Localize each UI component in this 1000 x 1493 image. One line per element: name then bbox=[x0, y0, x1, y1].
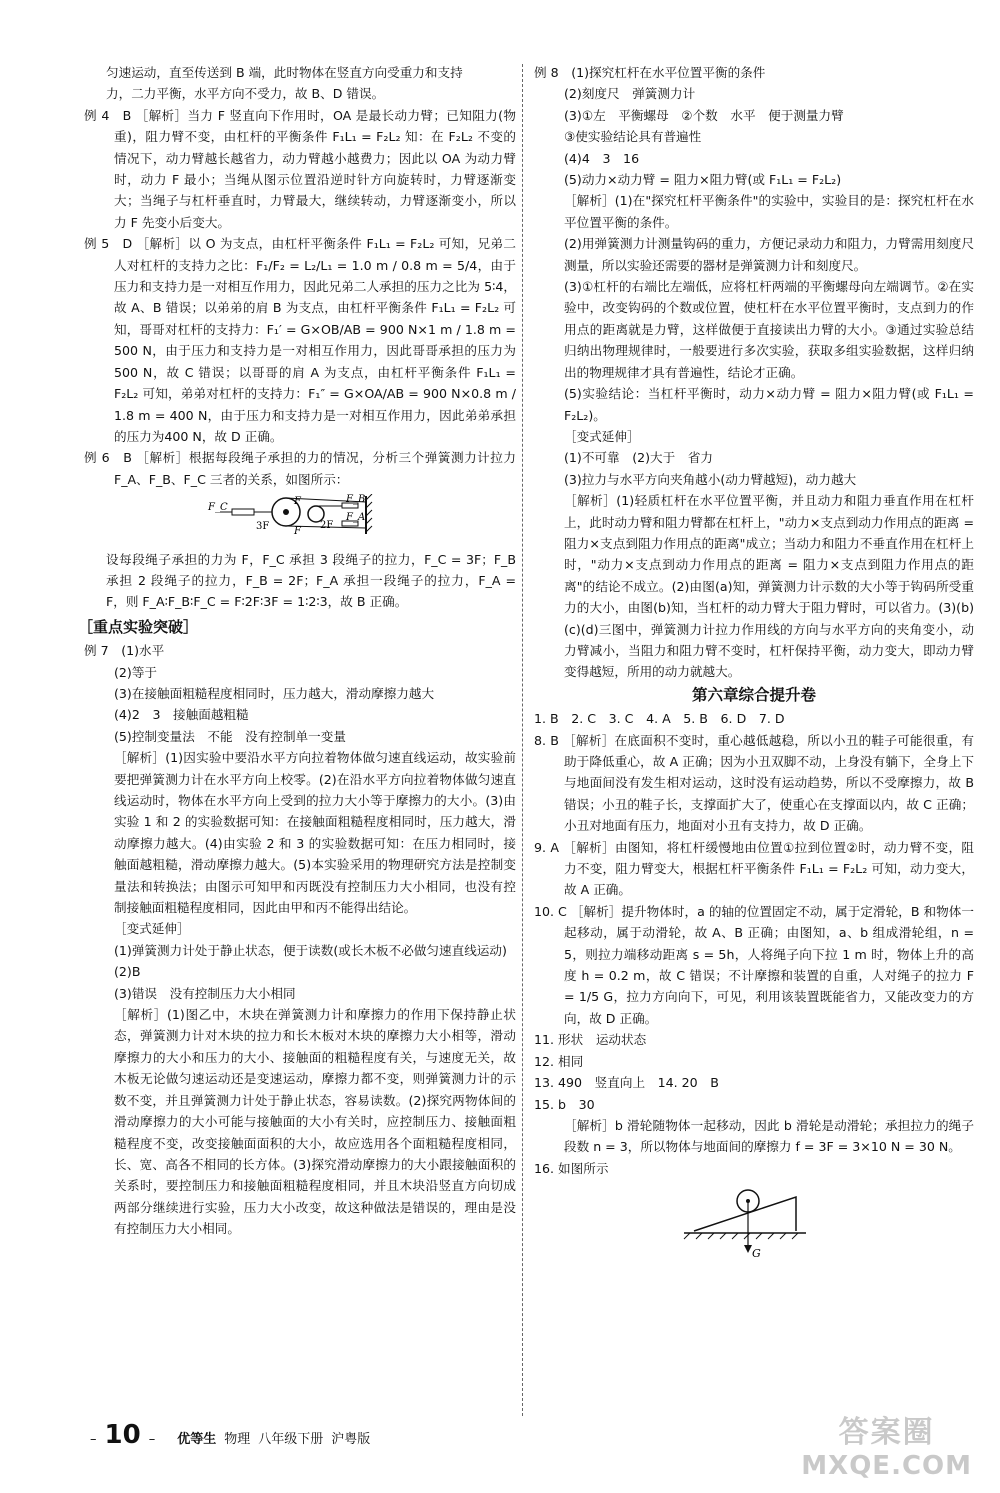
answer-text: 匀速运动，直至传送到 B 端，此时物体在竖直方向受重力和支持 bbox=[106, 65, 463, 80]
answer-text: ［解析］(1)因实验中要沿水平方向拉着物体做匀速直线运动，故实验前要把弹簧测力计在水平方向上校零。(2)在沿水平方向拉着物体做匀速直线运动时，物体在水平方向上受到的拉力大小等于摩擦力的大小。(3)由实验 1 和 2 的实验数据可知：在接触面粗糙程度相同时，压力越大，滑动摩擦力越大。(4)由实验 2 和 3 的实验数据可知：在压力相同时，接触面越粗糙，滑动摩擦力越大。(5)本实验采用的物理研究方法是控制变量法和转换法；由图示可知甲和丙既没有控制压力大小相同，也没有控制接触面粗糙程度相同，因此由甲和丙不能得出结论。 bbox=[114, 750, 516, 916]
page-footer bbox=[90, 1420, 370, 1450]
footer-dash-right: – bbox=[148, 1432, 156, 1447]
answer-item: 例 5 D ［解析］以 O 为支点，由杠杆平衡条件 F₁L₁ = F₂L₂ 可知，兄弟二人对杠杆的支持力之比：F₁/F₂ = L₂/L₁ = 1.0 m / 0.8 m = 5/4，由于压力和支持力是一对相互作用力，因此兄弟二人承担的压力之比为 5∶4，故 A、B 错误；以弟弟的肩 B 为支点，由杠杆平衡条件 F₁L₁ = F₂L₂ 可知，哥哥对杠杆的支持力：F₁′ = G×OB/AB = 900 N×1 m / 1.8 m = 500 N，由于压力和支持力是一对相互作用力，因此哥哥承担的压力为 500 N，故 C 错误；以哥哥的肩 A 为支点，由杠杆平衡条件 F₁L₁ = F₂L₂ 可知，弟弟对杠杆的支持力：F₁″ = G×OA/AB = 900 N×0.8 m / 1.8 m = 400 N，由于压力和支持力是一对相互作用力，因此弟弟承担的压力为400 N，故 D 正确。 bbox=[84, 236, 516, 444]
footer-subject: 物理 bbox=[224, 1432, 251, 1447]
answer-text: ［解析］(1)在"探究杠杆平衡条件"的实验中，实验目的是：探究杠杆在水平位置平衡的条件。 bbox=[564, 193, 974, 230]
answer-text: (1)不可靠 (2)大于 省力 bbox=[564, 450, 714, 466]
watermark bbox=[801, 1407, 972, 1481]
watermark-url: MXQE.COM bbox=[801, 1451, 972, 1481]
footer-series: 优等生 bbox=[177, 1432, 217, 1447]
answer-item: 例 7 (1)水平 bbox=[84, 643, 165, 659]
answer-text: 力，二力平衡，水平方向不受力，故 B、D 错误。 bbox=[106, 86, 385, 102]
label-fc: F_C bbox=[208, 502, 228, 514]
answer-text: (3)①左 平衡螺母 ②个数 水平 便于测量力臂 bbox=[564, 107, 844, 123]
answer-item: 11. 形状 运动状态 bbox=[534, 1032, 647, 1048]
answer-text: 设每段绳子承担的力为 F，F_C 承担 3 段绳子的拉力，F_C = 3F；F_B 承担 2 段绳子的拉力，F_B = 2F；F_A 承担一段绳子的拉力，F_A = F，则 F_A∶F_B∶F_C = F∶2F∶3F = 1∶2∶3，故 B 正确。 bbox=[106, 551, 516, 610]
incline-figure bbox=[534, 1183, 974, 1267]
answer-item: 15. b 30 bbox=[534, 1096, 595, 1112]
answer-text: (3)错误 没有控制压力大小相同 bbox=[114, 985, 296, 1001]
answer-item: 16. 如图所示 bbox=[534, 1160, 609, 1176]
answer-item: 1. B 2. C 3. C 4. A 5. B 6. D 7. D bbox=[534, 711, 785, 727]
answer-text: ［解析］(1)轻质杠杆在水平位置平衡，并且动力和阻力垂直作用在杠杆上，此时动力臂和阻力臂都在杠杆上，"动力×支点到动力作用点的距离 = 阻力×支点到阻力作用点的距离"成立；当动力和阻力不垂直作用在杠杆上时，"动力×支点到动力作用点的距离 = 阻力×支点到阻力作用点的距离"的结论不成立。(2)由图(a)知，弹簧测力计示数的大小等于钩码所受重力的大小，由图(b)知，当杠杆的动力臂大于阻力臂时，可以省力。(3)(b)(c)(d)三图中，弹簧测力计拉力作用线的方向与水平方向的夹角变小，动力臂减小，当阻力和阻力臂不变时，杠杆保持平衡，动力变大，即动力臂变得越短，所用的动力就越大。 bbox=[564, 493, 974, 680]
answer-text: (3)在接触面粗糙程度相同时，压力越大，滑动摩擦力越大 bbox=[114, 685, 435, 701]
page-number: 10 bbox=[104, 1420, 141, 1450]
label-2f: 2F bbox=[320, 520, 334, 532]
footer-grade: 八年级下册 bbox=[258, 1432, 324, 1447]
answer-item: 13. 490 竖直向上 14. 20 B bbox=[534, 1075, 719, 1091]
label-3f: 3F bbox=[256, 521, 270, 533]
answer-text: (4)2 3 接触面越粗糙 bbox=[114, 707, 249, 723]
left-column bbox=[78, 62, 516, 1240]
answer-text: (2)B bbox=[114, 964, 141, 980]
answer-text: ［变式延伸］ bbox=[564, 428, 640, 444]
label-fa: F_A bbox=[346, 512, 366, 524]
answer-item: 9. A ［解析］由图知，将杠杆缓慢地由位置①拉到位置②时，动力臂不变，阻力不变，阻力臂变大，根据杠杆平衡条件 F₁L₁ = F₂L₂ 可知，动力变大，故 A 正确。 bbox=[534, 839, 974, 898]
answer-text: (4)4 3 16 bbox=[564, 150, 640, 166]
answer-text: (1)弹簧测力计处于静止状态，便于读数(或长木板不必做匀速直线运动) bbox=[114, 942, 507, 958]
answer-item: 12. 相同 bbox=[534, 1053, 584, 1069]
answer-text: (3)拉力与水平方向夹角越小(动力臂越短)，动力越大 bbox=[564, 471, 857, 487]
answer-text: (3)①杠杆的右端比左端低，应将杠杆两端的平衡螺母向左端调节。②在实验中，改变钩码的个数或位置，使杠杆在水平位置平衡时，支点到力的作用点的距离就是力臂，这样做便于直接读出力臂的大小。③通过实验总结归纳出物理规律时，一般要进行多次实验，获取多组实验数据，这样归纳出的物理规律才具有普遍性，结论才正确。 bbox=[564, 279, 974, 380]
answer-text: ③使实验结论具有普遍性 bbox=[564, 129, 702, 145]
incline-diagram bbox=[534, 1183, 974, 1261]
column-divider bbox=[522, 64, 523, 1416]
pulley-diagram bbox=[84, 494, 504, 536]
label-f-lower: F bbox=[294, 526, 301, 537]
footer-edition: 沪粤版 bbox=[331, 1432, 371, 1447]
chapter-title: 第六章综合提升卷 bbox=[691, 685, 816, 704]
answer-item: 例 8 (1)探究杠杆在水平位置平衡的条件 bbox=[534, 65, 766, 80]
section-heading: ［重点实验突破］ bbox=[78, 617, 199, 636]
label-f-upper: F bbox=[294, 496, 301, 508]
answer-text: ［变式延伸］ bbox=[114, 921, 190, 937]
answer-text: (2)刻度尺 弹簧测力计 bbox=[564, 86, 696, 102]
answer-text: (2)用弹簧测力计测量钩码的重力，方便记录动力和阻力，力臂需用刻度尺测量，所以实验还需要的器材是弹簧测力计和刻度尺。 bbox=[564, 236, 974, 273]
answer-text: (2)等于 bbox=[114, 664, 158, 680]
answer-text: ［解析］(1)图乙中，木块在弹簧测力计和摩擦力的作用下保持静止状态，弹簧测力计对木块的拉力和长木板对木块的摩擦力大小相等，滑动摩擦力的大小和压力的大小、接触面的粗糙程度有关，与速度无关，故木板无论做匀速运动还是变速运动，摩擦力都不变，则弹簧测力计的示数不变，并且弹簧测力计处于静止状态，容易读数。(2)探究两物体间的滑动摩擦力的大小可能与接触面的大小有关时，应控制压力、接触面粗糙程度不变，改变接触面面积的大小，故应选用各个面粗糙程度相同，长、宽、高各不相同的长方体。(3)探究滑动摩擦力的大小跟接触面积的关系时，要控制压力和接触面粗糙程度相同，并且木块沿竖直方向切成两部分继续进行实验，压力大小改变，故这种做法是错误的，理由是没有控制压力大小相同。 bbox=[114, 1007, 516, 1237]
answer-item: 例 6 B ［解析］根据每段绳子承担的力的情况，分析三个弹簧测力计拉力 F_A、F_B、F_C 三者的关系，如图所示： bbox=[84, 450, 516, 487]
answer-item: 例 4 B ［解析］当力 F 竖直向下作用时，OA 是最长动力臂；已知阻力(物重)，阻力臂不变，由杠杆的平衡条件 F₁L₁ = F₂L₂ 知：在 F₂L₂ 不变的情况下，动力臂越长越省力，动力臂越小越费力；因此以 OA 为动力臂时，动力 F 最小；当绳从图示位置沿逆时针方向旋转时，力臂逐渐变大；当绳子与杠杆垂直时，力臂最大，继续转动，力臂逐渐变小，所以力 F 先变小后变大。 bbox=[84, 107, 516, 230]
pulley-figure bbox=[84, 494, 516, 542]
answer-text: (5)实验结论：当杠杆平衡时，动力×动力臂 = 阻力×阻力臂(或 F₁L₁ = F₂L₂)。 bbox=[564, 386, 974, 423]
watermark-title: 答案圈 bbox=[838, 1415, 935, 1450]
answer-item: 10. C ［解析］提升物体时，a 的轴的位置固定不动，属于定滑轮，B 和物体一起移动，属于动滑轮，故 A、B 正确；由图知，a、b 组成滑轮组，n = 5，则拉力端移动距离 s = 5h，人将绳子向下拉 1 m 时，物体上升的高度 h = 0.2 m，故 C 错误；不计摩擦和装置的自重，人对绳子的拉力 F = 1/5 G，拉力方向向下，可见，利用该装置既能省力，又能改变力的方向，故 D 正确。 bbox=[534, 903, 974, 1026]
label-g: G bbox=[752, 1247, 761, 1261]
answer-item: 8. B ［解析］在底面积不变时，重心越低越稳，所以小丑的鞋子可能很重，有助于降低重心，故 A 正确；因为小丑双脚不动，上身没有躺下，全身上下与地面间没有发生相对运动，这时没有运动趋势，所以不受摩擦力，故 B 错误；小丑的鞋子长，支撑面扩大了，使重心在支撑面以内，故 C 正确；小丑对地面有压力，地面对小丑有支持力，故 D 正确。 bbox=[534, 732, 974, 834]
right-column bbox=[534, 62, 974, 1274]
answer-text: (5)动力×动力臂 = 阻力×阻力臂(或 F₁L₁ = F₂L₂) bbox=[564, 172, 842, 188]
answer-text: (5)控制变量法 不能 没有控制单一变量 bbox=[114, 728, 346, 744]
label-fb: F_B bbox=[346, 494, 366, 506]
answer-text: ［解析］b 滑轮随物体一起移动，因此 b 滑轮是动滑轮；承担拉力的绳子段数 n = 3，所以物体与地面间的摩擦力 f = 3F = 3×10 N = 30 N。 bbox=[564, 1117, 974, 1155]
footer-dash-left: – bbox=[90, 1432, 97, 1447]
